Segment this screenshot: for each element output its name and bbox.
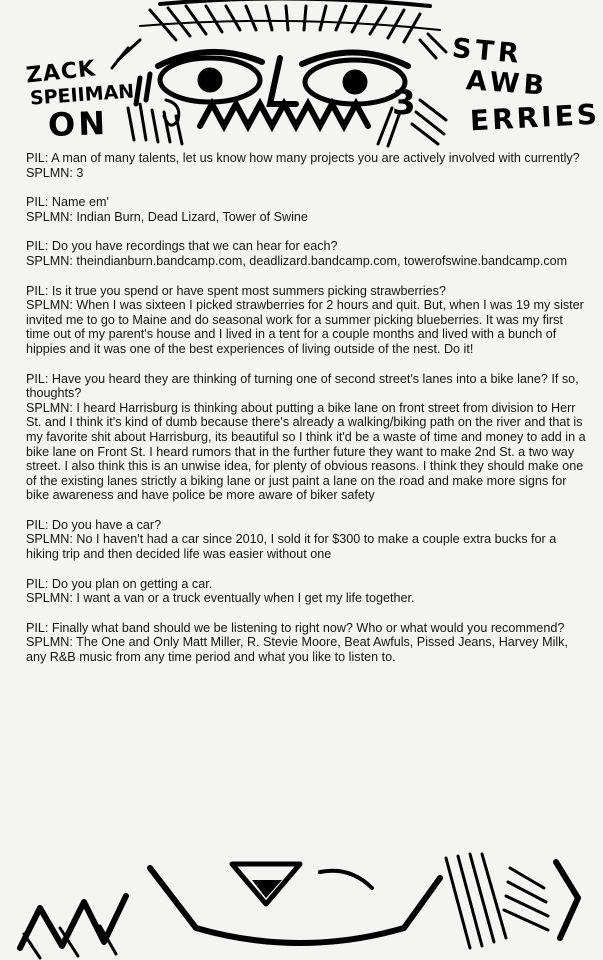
qa-block	[26, 577, 588, 606]
header-name-line3: ON	[47, 103, 109, 145]
qa-block	[26, 195, 588, 224]
question: PIL: Is it true you spend or have spent most summers picking strawberries?	[26, 283, 446, 298]
qa-block	[26, 518, 588, 562]
header-name-line1: ZACK	[24, 56, 98, 89]
chin	[150, 868, 440, 943]
qa-block	[26, 284, 588, 357]
answer: SPLMN: When I was sixteen I picked strawberries for 2 hours and quit. But, when I was 19 my sister invited me to go to Maine and do seasonal work for a summer picking blueberries. It was my first time out of my parent's house and I lived in a tent for a couple months and lived with a bunch of hippies and it was one of the best experiences of living outside of the nest. Do it!	[26, 298, 584, 356]
question: PIL: Have you heard they are thinking of turning one of second street's lanes into a bike lane? If so, thoughts?	[26, 371, 579, 401]
face-number: 3	[392, 83, 416, 123]
qa-block	[26, 372, 588, 503]
mouth	[200, 104, 368, 126]
question: PIL: Finally what band should we be listening to right now? Who or what would you recommend?	[26, 620, 565, 635]
left-eye	[136, 52, 262, 104]
interview-article	[26, 151, 588, 680]
footer-face-artwork	[0, 838, 603, 960]
hair-hatching	[140, 0, 440, 42]
nose	[270, 58, 296, 104]
answer: SPLMN: 3	[26, 165, 84, 180]
answer: SPLMN: theindianburn.bandcamp.com, deadlizard.bandcamp.com, towerofswine.bandcamp.com	[26, 253, 568, 268]
header-name-line2: SPEIIMAN	[29, 80, 135, 110]
question: PIL: Do you plan on getting a car.	[26, 576, 213, 591]
qa-block	[26, 239, 588, 268]
answer: SPLMN: I want a van or a truck eventually when I get my life together.	[26, 591, 415, 606]
qa-block	[26, 621, 588, 665]
answer: SPLMN: No I haven't had a car since 2010, I sold it for $300 to make a couple extra bucks for a hiking trip and then decided life was easier without one	[26, 532, 557, 562]
answer: SPLMN: Indian Burn, Dead Lizard, Tower of Swine	[26, 209, 308, 224]
header-topic-line3: ERRIES	[469, 97, 601, 138]
header-topic-line1: STR	[450, 32, 524, 71]
question: PIL: Name em'	[26, 195, 109, 210]
question: PIL: A man of many talents, let us know how many projects you are actively involved with currently?	[26, 151, 580, 165]
left-jaw	[20, 896, 126, 948]
header-topic-line2: AWB	[465, 65, 550, 102]
answer: SPLMN: I heard Harrisburg is thinking about putting a bike lane on front street from division to Herr St. and I think it's kind of dumb because there's already a walking/biking path on the river and that is my favorite shit about Harrisburg, its beautiful so I think it'd be a waste of time and money to add in a bike lane on Front St. I heard rumors that in the further future they want to make 2nd St. a two way street. I also think this is an unwise idea, for plenty of obvious reasons. I think they should make one of the existing lanes strictly a biking lane or just paint a lane on the road and make more signs for bike awareness and have police be more aware of biker safety	[26, 400, 586, 503]
question: PIL: Do you have a car?	[26, 517, 162, 532]
answer: SPLMN: The One and Only Matt Miller, R. Stevie Moore, Beat Awfuls, Pissed Jeans, Harvey Milk, any R&B music from any time period and what you like to listen to.	[26, 635, 568, 665]
question: PIL: Do you have recordings that we can hear for each?	[26, 239, 338, 254]
qa-block	[26, 151, 588, 180]
